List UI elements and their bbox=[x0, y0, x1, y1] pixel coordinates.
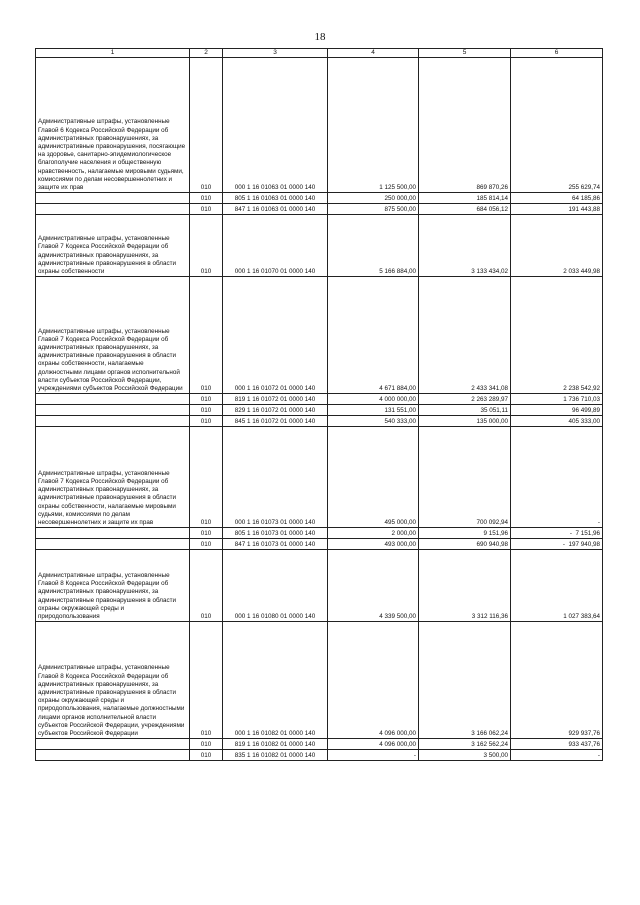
table-row bbox=[36, 405, 603, 416]
unexecuted-amount-cell: 96 499,89 bbox=[511, 405, 603, 416]
approved-amount-cell: 4 096 000,00 bbox=[328, 739, 419, 750]
revenue-code-cell: 000 1 16 01072 01 0000 140 bbox=[223, 277, 328, 394]
row-description: Административные штрафы, установленные Главой 8 Кодекса Российской Федерации об административных правонарушениях, за административные правонарушения в области охраны окружающей среды и природопользования bbox=[36, 550, 190, 622]
executed-amount-cell: 3 500,00 bbox=[419, 750, 511, 761]
revenue-code-cell: 000 1 16 01070 01 0000 140 bbox=[223, 215, 328, 277]
table-row bbox=[36, 750, 603, 761]
approved-amount-cell: - bbox=[328, 750, 419, 761]
approved-amount-cell: 4 096 000,00 bbox=[328, 622, 419, 739]
row-description: Административные штрафы, установленные Главой 7 Кодекса Российской Федерации об административных правонарушениях, за административные правонарушения в области охраны собственности, налагаемые мировыми судьями, комиссиями по делам несовершеннолетних и защите их прав bbox=[36, 427, 190, 528]
table-row bbox=[36, 394, 603, 405]
executed-amount-cell: 185 814,14 bbox=[419, 193, 511, 204]
row-description: Административные штрафы, установленные Главой 7 Кодекса Российской Федерации об административных правонарушениях, за административные правонарушения в области охраны собственности bbox=[36, 215, 190, 277]
table-row bbox=[36, 204, 603, 215]
executed-amount-cell: 700 092,94 bbox=[419, 427, 511, 528]
revenue-code-cell: 829 1 16 01072 01 0000 140 bbox=[223, 405, 328, 416]
unexecuted-amount-cell: 2 238 542,92 bbox=[511, 277, 603, 394]
table-row bbox=[36, 539, 603, 550]
executed-amount-cell: 3 133 434,02 bbox=[419, 215, 511, 277]
line-code-cell: 010 bbox=[190, 405, 223, 416]
unexecuted-amount-cell: 64 185,86 bbox=[511, 193, 603, 204]
header-cell: 4 bbox=[328, 49, 419, 58]
unexecuted-amount-cell: 1 027 383,64 bbox=[511, 550, 603, 622]
line-code-cell: 010 bbox=[190, 550, 223, 622]
approved-amount-cell: 131 551,00 bbox=[328, 405, 419, 416]
revenue-code-cell: 805 1 16 01073 01 0000 140 bbox=[223, 528, 328, 539]
approved-amount-cell: 1 125 500,00 bbox=[328, 58, 419, 193]
executed-amount-cell: 684 056,12 bbox=[419, 204, 511, 215]
header-row bbox=[36, 49, 603, 58]
table-row bbox=[36, 622, 603, 739]
unexecuted-amount-cell: 1 736 710,03 bbox=[511, 394, 603, 405]
approved-amount-cell: 4 671 884,00 bbox=[328, 277, 419, 394]
table-row bbox=[36, 58, 603, 193]
header-cell: 5 bbox=[419, 49, 511, 58]
revenue-table bbox=[35, 48, 603, 761]
unexecuted-amount-cell: 405 333,00 bbox=[511, 416, 603, 427]
approved-amount-cell: 4 339 500,00 bbox=[328, 550, 419, 622]
row-description-empty bbox=[36, 528, 190, 539]
approved-amount-cell: 495 000,00 bbox=[328, 427, 419, 528]
row-description-empty bbox=[36, 416, 190, 427]
line-code-cell: 010 bbox=[190, 427, 223, 528]
revenue-code-cell: 819 1 16 01072 01 0000 140 bbox=[223, 394, 328, 405]
approved-amount-cell: 250 000,00 bbox=[328, 193, 419, 204]
approved-amount-cell: 2 000,00 bbox=[328, 528, 419, 539]
executed-amount-cell: 2 263 289,97 bbox=[419, 394, 511, 405]
revenue-code-cell: 000 1 16 01080 01 0000 140 bbox=[223, 550, 328, 622]
executed-amount-cell: 690 940,98 bbox=[419, 539, 511, 550]
line-code-cell: 010 bbox=[190, 416, 223, 427]
unexecuted-amount-cell: 191 443,88 bbox=[511, 204, 603, 215]
approved-amount-cell: 5 166 884,00 bbox=[328, 215, 419, 277]
header-cell: 6 bbox=[511, 49, 603, 58]
line-code-cell: 010 bbox=[190, 193, 223, 204]
line-code-cell: 010 bbox=[190, 528, 223, 539]
line-code-cell: 010 bbox=[190, 58, 223, 193]
revenue-code-cell: 805 1 16 01063 01 0000 140 bbox=[223, 193, 328, 204]
table-row bbox=[36, 528, 603, 539]
row-description: Административные штрафы, установленные Главой 6 Кодекса Российской Федерации об административных правонарушениях, за административные правонарушения, посягающие на здоровье, санитарно-эпидемиологическое благополучие населения и общественную нравственность, налагаемые мировыми судьями, комиссиями по делам несовершеннолетних и защите их прав bbox=[36, 58, 190, 193]
table-row bbox=[36, 739, 603, 750]
row-description-empty bbox=[36, 739, 190, 750]
executed-amount-cell: 3 162 562,24 bbox=[419, 739, 511, 750]
unexecuted-amount-cell: 933 437,76 bbox=[511, 739, 603, 750]
executed-amount-cell: 9 151,96 bbox=[419, 528, 511, 539]
line-code-cell: 010 bbox=[190, 204, 223, 215]
approved-amount-cell: 875 500,00 bbox=[328, 204, 419, 215]
line-code-cell: 010 bbox=[190, 277, 223, 394]
line-code-cell: 010 bbox=[190, 750, 223, 761]
unexecuted-amount-cell: 929 937,76 bbox=[511, 622, 603, 739]
revenue-code-cell: 819 1 16 01082 01 0000 140 bbox=[223, 739, 328, 750]
revenue-code-cell: 845 1 16 01072 01 0000 140 bbox=[223, 416, 328, 427]
table-row bbox=[36, 416, 603, 427]
executed-amount-cell: 869 870,26 bbox=[419, 58, 511, 193]
approved-amount-cell: 493 000,00 bbox=[328, 539, 419, 550]
row-description-empty bbox=[36, 750, 190, 761]
unexecuted-amount-cell: 2 033 449,98 bbox=[511, 215, 603, 277]
executed-amount-cell: 2 433 341,08 bbox=[419, 277, 511, 394]
revenue-code-cell: 000 1 16 01073 01 0000 140 bbox=[223, 427, 328, 528]
approved-amount-cell: 4 000 000,00 bbox=[328, 394, 419, 405]
table-row bbox=[36, 427, 603, 528]
table-row bbox=[36, 277, 603, 394]
approved-amount-cell: 540 333,00 bbox=[328, 416, 419, 427]
header-cell: 2 bbox=[190, 49, 223, 58]
row-description: Административные штрафы, установленные Главой 7 Кодекса Российской Федерации об административных правонарушениях, за административные правонарушения в области охраны собственности, налагаемые должностными лицами органов исполнительной власти субъектов Российской Федерации, учреждениями субъектов Российской Федерации bbox=[36, 277, 190, 394]
row-description-empty bbox=[36, 405, 190, 416]
executed-amount-cell: 35 051,11 bbox=[419, 405, 511, 416]
row-description: Административные штрафы, установленные Главой 8 Кодекса Российской Федерации об административных правонарушениях, за административные правонарушения в области охраны окружающей среды и природопользования, налагаемые должностными лицами органов исполнительной власти субъектов Российской Федерации, учреждениями субъектов Российской Федерации bbox=[36, 622, 190, 739]
row-description-empty bbox=[36, 539, 190, 550]
unexecuted-amount-cell: - bbox=[511, 750, 603, 761]
table-row bbox=[36, 215, 603, 277]
revenue-code-cell: 835 1 16 01082 01 0000 140 bbox=[223, 750, 328, 761]
revenue-code-cell: 847 1 16 01063 01 0000 140 bbox=[223, 204, 328, 215]
line-code-cell: 010 bbox=[190, 215, 223, 277]
unexecuted-amount-cell: 255 629,74 bbox=[511, 58, 603, 193]
table-row bbox=[36, 193, 603, 204]
row-description-empty bbox=[36, 193, 190, 204]
page-number: 18 bbox=[314, 31, 326, 43]
unexecuted-amount-cell: - 197 940,98 bbox=[511, 539, 603, 550]
unexecuted-amount-cell: - bbox=[511, 427, 603, 528]
row-description-empty bbox=[36, 204, 190, 215]
executed-amount-cell: 3 312 116,36 bbox=[419, 550, 511, 622]
table-row bbox=[36, 550, 603, 622]
header-cell: 3 bbox=[223, 49, 328, 58]
unexecuted-amount-cell: - 7 151,96 bbox=[511, 528, 603, 539]
revenue-code-cell: 000 1 16 01063 01 0000 140 bbox=[223, 58, 328, 193]
revenue-code-cell: 847 1 16 01073 01 0000 140 bbox=[223, 539, 328, 550]
line-code-cell: 010 bbox=[190, 539, 223, 550]
executed-amount-cell: 3 166 062,24 bbox=[419, 622, 511, 739]
row-description-empty bbox=[36, 394, 190, 405]
line-code-cell: 010 bbox=[190, 739, 223, 750]
executed-amount-cell: 135 000,00 bbox=[419, 416, 511, 427]
line-code-cell: 010 bbox=[190, 622, 223, 739]
line-code-cell: 010 bbox=[190, 394, 223, 405]
header-cell: 1 bbox=[36, 49, 190, 58]
revenue-code-cell: 000 1 16 01082 01 0000 140 bbox=[223, 622, 328, 739]
